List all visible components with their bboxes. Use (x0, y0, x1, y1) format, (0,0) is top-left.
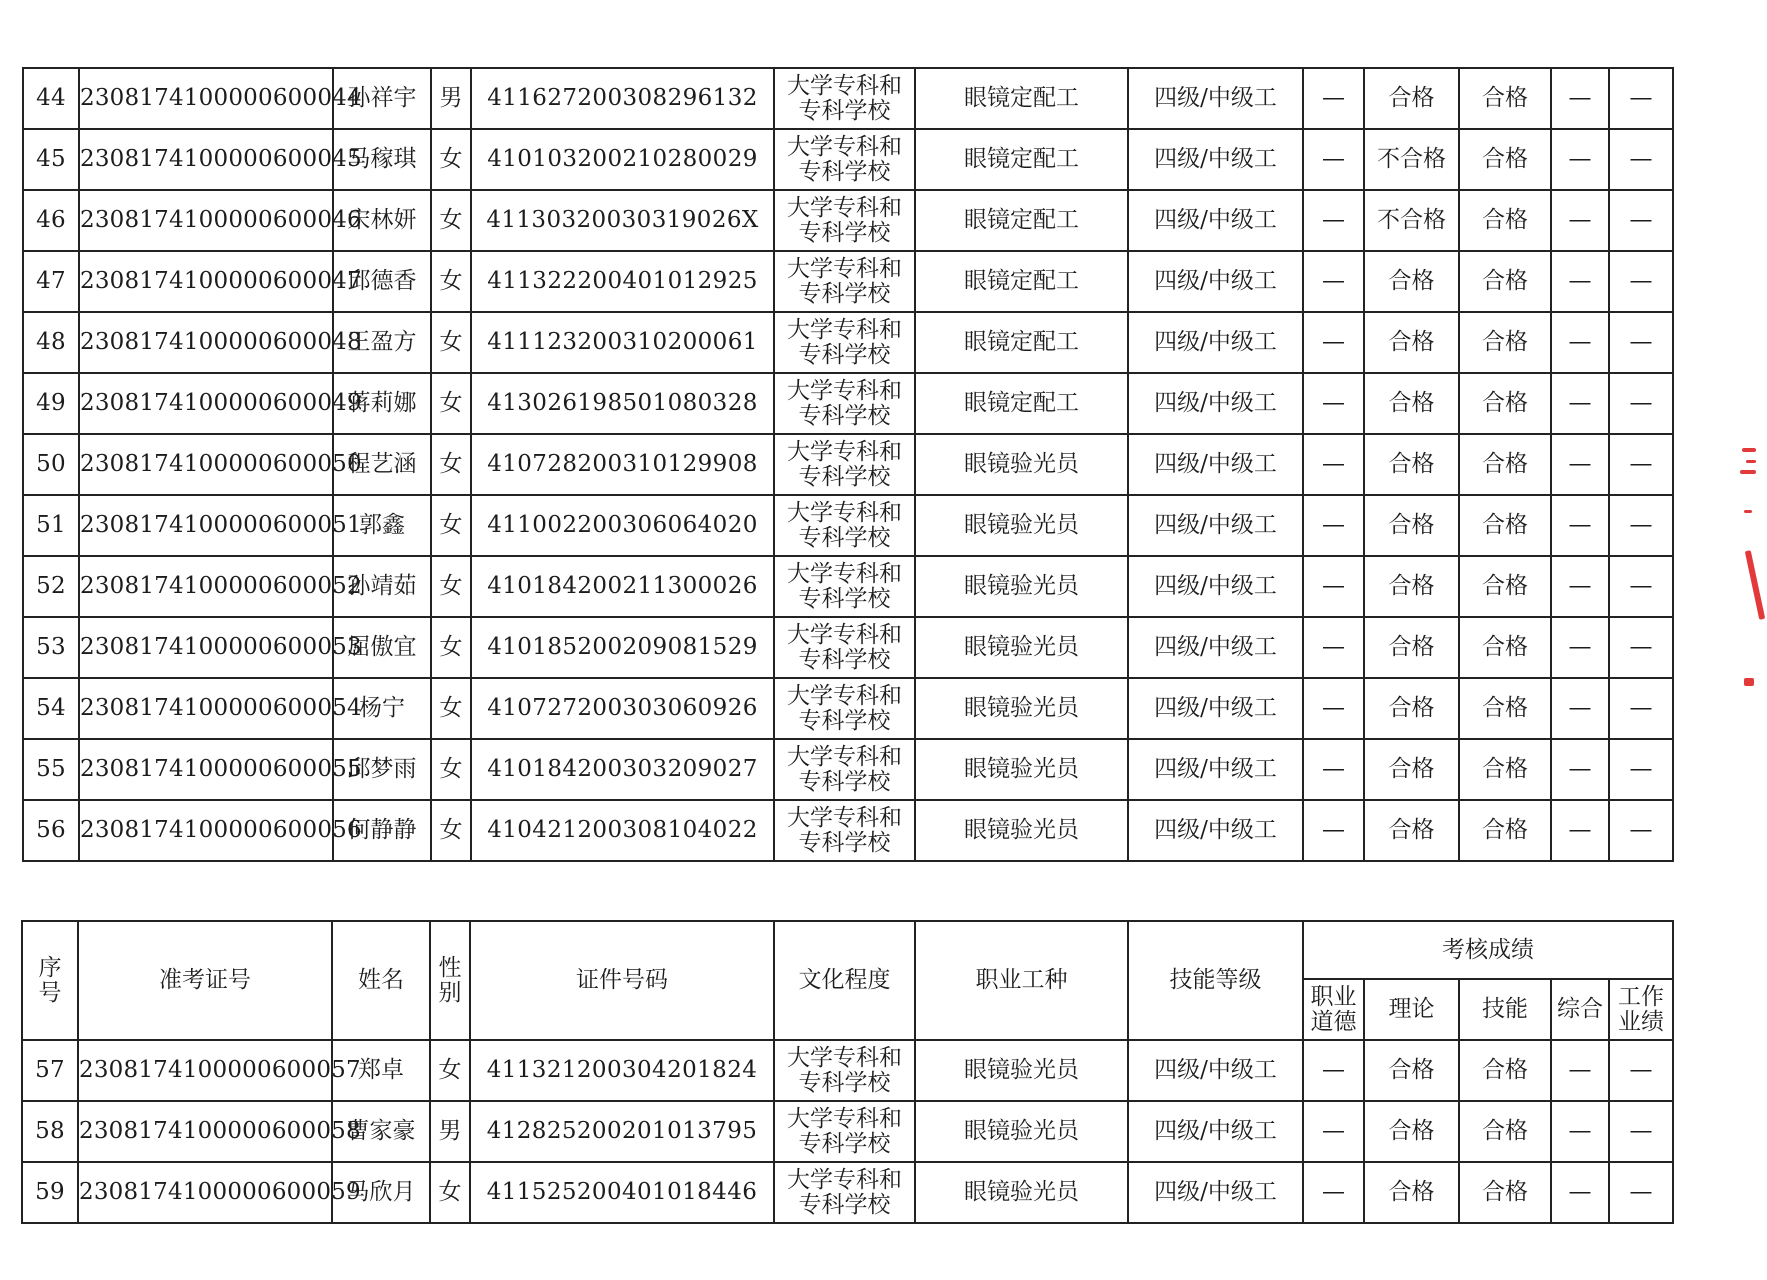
cell-overall: — (1551, 312, 1609, 373)
cell-skill: 合格 (1459, 190, 1551, 251)
cell-overall: — (1551, 373, 1609, 434)
cell-performance: — (1609, 739, 1673, 800)
education-line: 大学专科和 (787, 561, 902, 588)
cell-exam-no: 2308174100000600053 (79, 617, 333, 678)
cell-ethics: — (1303, 1101, 1364, 1162)
education-line: 专科学校 (798, 1130, 891, 1157)
header-gender (430, 921, 470, 1040)
cell-gender: 女 (431, 434, 471, 495)
cell-id-no: 41130320030319026X (471, 190, 774, 251)
cell-skill: 合格 (1459, 434, 1551, 495)
cell-name: 曹家豪 (332, 1101, 430, 1162)
cell-seq: 50 (23, 434, 79, 495)
education-line: 大学专科和 (787, 439, 902, 466)
cell-seq: 58 (22, 1101, 78, 1162)
cell-exam-no: 2308174100000600045 (79, 129, 333, 190)
cell-id-no: 410727200303060926 (471, 678, 774, 739)
education-line: 专科学校 (798, 280, 891, 307)
cell-occupation: 眼镜验光员 (915, 739, 1128, 800)
cell-occupation: 眼镜验光员 (915, 556, 1128, 617)
cell-id-no: 411322200401012925 (471, 251, 774, 312)
education-line: 专科学校 (798, 402, 891, 429)
cell-performance: — (1609, 68, 1673, 129)
cell-occupation: 眼镜定配工 (915, 373, 1128, 434)
cell-education (774, 800, 915, 861)
cell-overall: — (1551, 251, 1609, 312)
cell-skill: 合格 (1459, 556, 1551, 617)
cell-skill-level: 四级/中级工 (1128, 800, 1303, 861)
table-row (23, 556, 1673, 617)
cell-skill-level: 四级/中级工 (1128, 434, 1303, 495)
cell-id-no: 411627200308296132 (471, 68, 774, 129)
cell-exam-no: 2308174100000600058 (78, 1101, 332, 1162)
education-line: 大学专科和 (787, 1167, 902, 1194)
cell-overall: — (1551, 434, 1609, 495)
cell-overall: — (1551, 1040, 1609, 1101)
cell-education (774, 1101, 915, 1162)
cell-occupation: 眼镜验光员 (915, 617, 1128, 678)
cell-theory: 合格 (1364, 556, 1459, 617)
cell-seq: 52 (23, 556, 79, 617)
cell-ethics: — (1303, 1040, 1364, 1101)
header-education: 文化程度 (774, 921, 915, 1040)
cell-performance: — (1609, 1040, 1673, 1101)
cell-ethics: — (1303, 1162, 1364, 1223)
cell-skill-level: 四级/中级工 (1128, 190, 1303, 251)
cell-theory: 合格 (1364, 617, 1459, 678)
cell-theory: 合格 (1364, 312, 1459, 373)
cell-name: 程艺涵 (333, 434, 431, 495)
cell-education (774, 1040, 915, 1101)
education-line: 专科学校 (798, 829, 891, 856)
cell-ethics: — (1303, 800, 1364, 861)
header-theory: 理论 (1364, 979, 1459, 1040)
cell-skill: 合格 (1459, 312, 1551, 373)
cell-theory: 合格 (1364, 739, 1459, 800)
cell-id-no: 410184200303209027 (471, 739, 774, 800)
cell-gender: 女 (431, 190, 471, 251)
header-exam-no: 准考证号 (78, 921, 332, 1040)
cell-ethics: — (1303, 68, 1364, 129)
table-row (23, 617, 1673, 678)
cell-ethics: — (1303, 251, 1364, 312)
cell-theory: 不合格 (1364, 129, 1459, 190)
education-line: 专科学校 (798, 1069, 891, 1096)
cell-overall: — (1551, 800, 1609, 861)
cell-name: 马稼琪 (333, 129, 431, 190)
cell-education (774, 190, 915, 251)
cell-exam-no: 2308174100000600054 (79, 678, 333, 739)
header-seq-label: 序号 (38, 955, 62, 1006)
cell-gender: 男 (431, 68, 471, 129)
cell-gender: 女 (431, 617, 471, 678)
cell-overall: — (1551, 739, 1609, 800)
cell-performance: — (1609, 495, 1673, 556)
cell-education (774, 129, 915, 190)
cell-skill: 合格 (1459, 678, 1551, 739)
cell-overall: — (1551, 1101, 1609, 1162)
cell-skill-level: 四级/中级工 (1128, 251, 1303, 312)
cell-exam-no: 2308174100000600057 (78, 1040, 332, 1101)
cell-id-no: 411002200306064020 (471, 495, 774, 556)
results-table-bottom (21, 920, 1674, 1224)
cell-gender: 女 (431, 495, 471, 556)
education-line: 大学专科和 (787, 744, 902, 771)
cell-theory: 合格 (1364, 1040, 1459, 1101)
cell-theory: 合格 (1364, 800, 1459, 861)
header-performance (1609, 979, 1673, 1040)
header-ethics-label: 职业道德 (1310, 984, 1357, 1035)
table-row (22, 1101, 1673, 1162)
cell-skill: 合格 (1459, 495, 1551, 556)
education-line: 大学专科和 (787, 1106, 902, 1133)
cell-overall: — (1551, 556, 1609, 617)
cell-name: 邱德香 (333, 251, 431, 312)
cell-occupation: 眼镜验光员 (915, 1040, 1128, 1101)
cell-education (774, 373, 915, 434)
cell-skill-level: 四级/中级工 (1128, 617, 1303, 678)
cell-skill-level: 四级/中级工 (1128, 312, 1303, 373)
cell-seq: 45 (23, 129, 79, 190)
cell-overall: — (1551, 678, 1609, 739)
table-row (23, 129, 1673, 190)
cell-name: 屈傲宜 (333, 617, 431, 678)
cell-performance: — (1609, 617, 1673, 678)
red-seal-stamp-edge (1738, 430, 1762, 700)
cell-performance: — (1609, 190, 1673, 251)
table-header (22, 921, 1673, 1040)
table-row (23, 434, 1673, 495)
cell-seq: 46 (23, 190, 79, 251)
education-line: 专科学校 (798, 646, 891, 673)
table-row (22, 1040, 1673, 1101)
cell-overall: — (1551, 1162, 1609, 1223)
table-row (23, 495, 1673, 556)
cell-id-no: 413026198501080328 (471, 373, 774, 434)
cell-gender: 男 (430, 1101, 470, 1162)
cell-occupation: 眼镜验光员 (915, 800, 1128, 861)
education-line: 专科学校 (798, 707, 891, 734)
cell-skill-level: 四级/中级工 (1128, 739, 1303, 800)
table-row (23, 373, 1673, 434)
table-row (22, 1162, 1673, 1223)
cell-name: 王盈方 (333, 312, 431, 373)
education-line: 大学专科和 (787, 134, 902, 161)
cell-id-no: 410421200308104022 (471, 800, 774, 861)
cell-id-no: 411123200310200061 (471, 312, 774, 373)
cell-name: 孙靖茹 (333, 556, 431, 617)
cell-id-no: 410728200310129908 (471, 434, 774, 495)
table-row (23, 190, 1673, 251)
cell-theory: 合格 (1364, 251, 1459, 312)
cell-exam-no: 2308174100000600048 (79, 312, 333, 373)
cell-exam-no: 2308174100000600055 (79, 739, 333, 800)
cell-theory: 合格 (1364, 434, 1459, 495)
cell-skill-level: 四级/中级工 (1128, 1162, 1303, 1223)
cell-id-no: 410185200209081529 (471, 617, 774, 678)
cell-skill-level: 四级/中级工 (1128, 373, 1303, 434)
cell-name: 宋林妍 (333, 190, 431, 251)
cell-education (774, 556, 915, 617)
cell-overall: — (1551, 68, 1609, 129)
cell-exam-no: 2308174100000600047 (79, 251, 333, 312)
header-skill: 技能 (1459, 979, 1551, 1040)
cell-id-no: 411525200401018446 (470, 1162, 774, 1223)
cell-seq: 47 (23, 251, 79, 312)
cell-overall: — (1551, 617, 1609, 678)
header-ethics (1303, 979, 1364, 1040)
cell-exam-no: 2308174100000600059 (78, 1162, 332, 1223)
cell-exam-no: 2308174100000600052 (79, 556, 333, 617)
cell-gender: 女 (431, 373, 471, 434)
education-line: 大学专科和 (787, 73, 902, 100)
cell-name: 杨宁 (333, 678, 431, 739)
cell-skill: 合格 (1459, 800, 1551, 861)
table-row (23, 800, 1673, 861)
cell-occupation: 眼镜定配工 (915, 190, 1128, 251)
cell-ethics: — (1303, 129, 1364, 190)
cell-occupation: 眼镜定配工 (915, 129, 1128, 190)
header-id-no: 证件号码 (470, 921, 774, 1040)
cell-skill: 合格 (1459, 1162, 1551, 1223)
cell-ethics: — (1303, 495, 1364, 556)
cell-education (774, 312, 915, 373)
header-scores-group: 考核成绩 (1303, 921, 1673, 979)
cell-id-no: 411321200304201824 (470, 1040, 774, 1101)
cell-skill-level: 四级/中级工 (1128, 556, 1303, 617)
cell-theory: 合格 (1364, 68, 1459, 129)
cell-skill: 合格 (1459, 1101, 1551, 1162)
education-line: 专科学校 (798, 585, 891, 612)
cell-skill-level: 四级/中级工 (1128, 678, 1303, 739)
cell-gender: 女 (431, 129, 471, 190)
education-line: 大学专科和 (787, 622, 902, 649)
cell-performance: — (1609, 373, 1673, 434)
cell-performance: — (1609, 800, 1673, 861)
cell-performance: — (1609, 678, 1673, 739)
table-body-bottom (22, 1040, 1673, 1223)
cell-ethics: — (1303, 617, 1364, 678)
cell-ethics: — (1303, 739, 1364, 800)
cell-seq: 49 (23, 373, 79, 434)
header-seq (22, 921, 78, 1040)
cell-occupation: 眼镜验光员 (915, 434, 1128, 495)
cell-skill: 合格 (1459, 129, 1551, 190)
cell-seq: 51 (23, 495, 79, 556)
cell-ethics: — (1303, 190, 1364, 251)
cell-overall: — (1551, 495, 1609, 556)
cell-overall: — (1551, 129, 1609, 190)
cell-gender: 女 (431, 739, 471, 800)
education-line: 专科学校 (798, 219, 891, 246)
cell-gender: 女 (431, 312, 471, 373)
cell-seq: 44 (23, 68, 79, 129)
education-line: 大学专科和 (787, 500, 902, 527)
cell-ethics: — (1303, 556, 1364, 617)
education-line: 大学专科和 (787, 1045, 902, 1072)
cell-overall: — (1551, 190, 1609, 251)
table-row (23, 739, 1673, 800)
education-line: 专科学校 (798, 524, 891, 551)
cell-seq: 54 (23, 678, 79, 739)
cell-performance: — (1609, 129, 1673, 190)
cell-name: 郭鑫 (333, 495, 431, 556)
cell-ethics: — (1303, 678, 1364, 739)
education-line: 大学专科和 (787, 256, 902, 283)
cell-performance: — (1609, 1162, 1673, 1223)
education-line: 大学专科和 (787, 378, 902, 405)
cell-education (774, 678, 915, 739)
cell-name: 蒋莉娜 (333, 373, 431, 434)
education-line: 大学专科和 (787, 317, 902, 344)
cell-skill: 合格 (1459, 373, 1551, 434)
cell-skill-level: 四级/中级工 (1128, 129, 1303, 190)
results-table-top (22, 67, 1674, 862)
cell-occupation: 眼镜验光员 (915, 678, 1128, 739)
header-skill-level: 技能等级 (1128, 921, 1303, 1040)
cell-name: 孙祥宇 (333, 68, 431, 129)
education-line: 专科学校 (798, 768, 891, 795)
education-line: 专科学校 (798, 341, 891, 368)
education-line: 大学专科和 (787, 195, 902, 222)
cell-performance: — (1609, 434, 1673, 495)
cell-skill-level: 四级/中级工 (1128, 68, 1303, 129)
cell-skill: 合格 (1459, 617, 1551, 678)
cell-skill: 合格 (1459, 1040, 1551, 1101)
cell-theory: 合格 (1364, 495, 1459, 556)
cell-exam-no: 2308174100000600049 (79, 373, 333, 434)
cell-skill: 合格 (1459, 251, 1551, 312)
cell-occupation: 眼镜验光员 (915, 1162, 1128, 1223)
table-body-top (23, 68, 1673, 861)
cell-seq: 56 (23, 800, 79, 861)
education-line: 大学专科和 (787, 683, 902, 710)
cell-theory: 合格 (1364, 678, 1459, 739)
header-occupation: 职业工种 (915, 921, 1128, 1040)
education-line: 大学专科和 (787, 805, 902, 832)
cell-gender: 女 (431, 251, 471, 312)
cell-skill-level: 四级/中级工 (1128, 1040, 1303, 1101)
cell-ethics: — (1303, 312, 1364, 373)
cell-name: 何静静 (333, 800, 431, 861)
cell-skill: 合格 (1459, 68, 1551, 129)
cell-education (774, 434, 915, 495)
cell-skill: 合格 (1459, 739, 1551, 800)
education-line: 专科学校 (798, 463, 891, 490)
table-row (23, 678, 1673, 739)
cell-gender: 女 (430, 1040, 470, 1101)
cell-seq: 55 (23, 739, 79, 800)
cell-id-no: 410184200211300026 (471, 556, 774, 617)
table-row (23, 251, 1673, 312)
cell-skill-level: 四级/中级工 (1128, 1101, 1303, 1162)
cell-exam-no: 2308174100000600056 (79, 800, 333, 861)
cell-gender: 女 (431, 678, 471, 739)
cell-education (774, 495, 915, 556)
cell-education (774, 739, 915, 800)
cell-education (774, 617, 915, 678)
cell-theory: 合格 (1364, 373, 1459, 434)
cell-performance: — (1609, 251, 1673, 312)
cell-name: 马欣月 (332, 1162, 430, 1223)
cell-education (774, 251, 915, 312)
table-row (23, 68, 1673, 129)
cell-gender: 女 (431, 800, 471, 861)
cell-theory: 合格 (1364, 1101, 1459, 1162)
header-name: 姓名 (332, 921, 430, 1040)
cell-ethics: — (1303, 373, 1364, 434)
cell-occupation: 眼镜验光员 (915, 495, 1128, 556)
cell-gender: 女 (431, 556, 471, 617)
cell-education (774, 68, 915, 129)
cell-exam-no: 2308174100000600044 (79, 68, 333, 129)
cell-seq: 53 (23, 617, 79, 678)
cell-id-no: 410103200210280029 (471, 129, 774, 190)
cell-name: 郑卓 (332, 1040, 430, 1101)
cell-exam-no: 2308174100000600046 (79, 190, 333, 251)
cell-theory: 不合格 (1364, 190, 1459, 251)
cell-id-no: 412825200201013795 (470, 1101, 774, 1162)
education-line: 专科学校 (798, 158, 891, 185)
cell-occupation: 眼镜定配工 (915, 312, 1128, 373)
header-overall: 综合 (1551, 979, 1609, 1040)
cell-performance: — (1609, 1101, 1673, 1162)
header-gender-label: 性别 (438, 955, 462, 1006)
cell-name: 邱梦雨 (333, 739, 431, 800)
education-line: 专科学校 (798, 97, 891, 124)
header-performance-label: 工作业绩 (1618, 984, 1664, 1035)
cell-performance: — (1609, 556, 1673, 617)
table-row (23, 312, 1673, 373)
cell-occupation: 眼镜验光员 (915, 1101, 1128, 1162)
cell-occupation: 眼镜定配工 (915, 68, 1128, 129)
cell-ethics: — (1303, 434, 1364, 495)
cell-seq: 48 (23, 312, 79, 373)
cell-gender: 女 (430, 1162, 470, 1223)
cell-seq: 57 (22, 1040, 78, 1101)
cell-exam-no: 2308174100000600050 (79, 434, 333, 495)
cell-skill-level: 四级/中级工 (1128, 495, 1303, 556)
cell-occupation: 眼镜定配工 (915, 251, 1128, 312)
cell-theory: 合格 (1364, 1162, 1459, 1223)
education-line: 专科学校 (798, 1191, 891, 1218)
cell-exam-no: 2308174100000600051 (79, 495, 333, 556)
cell-education (774, 1162, 915, 1223)
cell-seq: 59 (22, 1162, 78, 1223)
cell-performance: — (1609, 312, 1673, 373)
